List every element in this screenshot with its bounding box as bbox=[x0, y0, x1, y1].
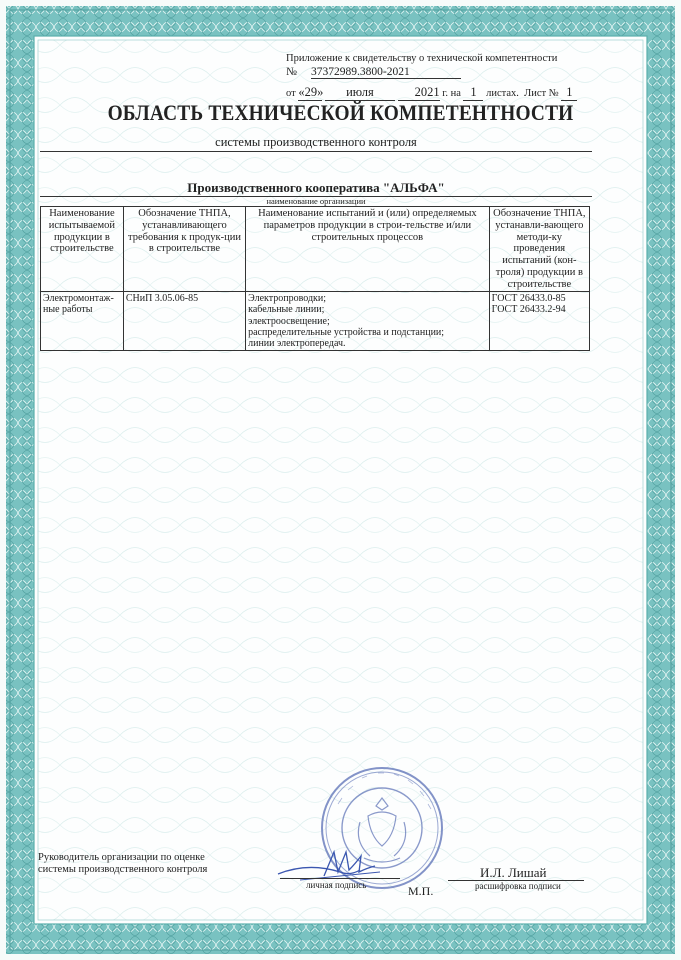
column-header: Наименование испытываемой продукции в строительстве bbox=[41, 207, 124, 292]
sheet-number: 1 bbox=[561, 85, 577, 101]
column-header: Наименование испытаний и (или) определяемых параметров продукции в строи-тельстве и/или строительных процессов bbox=[246, 207, 490, 292]
cell-tnpa-methods bbox=[489, 292, 589, 351]
test-item: Электропроводки; bbox=[248, 293, 327, 305]
organization-caption: наименование организации bbox=[266, 196, 366, 206]
signatory-name: И.Л. Лишай bbox=[480, 865, 547, 880]
date-line bbox=[286, 85, 577, 101]
test-item: распределительные устройства и подстанции; bbox=[248, 326, 445, 338]
organization-name: Производственного кооператива "АЛЬФА" bbox=[40, 180, 592, 197]
page-subtitle: системы производственного контроля bbox=[40, 135, 592, 152]
role-line: системы производственного контроля bbox=[38, 864, 208, 876]
cell-tnpa-requirements: СНиП 3.05.06-85 bbox=[123, 292, 245, 351]
test-item: кабельные линии; bbox=[248, 304, 325, 316]
stamp-mark: М.П. bbox=[408, 884, 434, 898]
cell-product: Электромонтаж-ные работы bbox=[41, 292, 124, 351]
signature-line bbox=[280, 878, 400, 879]
year-suffix: г. на bbox=[442, 88, 461, 99]
certificate-number-line bbox=[286, 66, 461, 79]
sheet-label: Лист № bbox=[524, 88, 559, 99]
date-month: июля bbox=[325, 85, 395, 101]
sheets-label: листах. bbox=[486, 88, 519, 99]
cell-tests bbox=[246, 292, 490, 351]
name-caption: расшифровка подписи bbox=[475, 881, 561, 891]
signature-caption: личная подпись bbox=[306, 880, 367, 890]
method-item: ГОСТ 26433.0-85 bbox=[491, 293, 566, 305]
competence-table bbox=[40, 206, 590, 351]
test-item: электроосвещение; bbox=[248, 315, 330, 327]
date-from-label: от bbox=[286, 88, 296, 99]
date-year: 2021 bbox=[398, 85, 440, 101]
table-row bbox=[41, 292, 590, 351]
column-header: Обозначение ТНПА, устанавли-вающего методи-ку проведения испытаний (кон-троля) продукции в строительстве bbox=[489, 207, 589, 292]
appendix-line: Приложение к свидетельству о технической компетентности bbox=[286, 53, 558, 64]
date-day: «29» bbox=[298, 85, 324, 99]
role-line: Руководитель организации по оценке bbox=[38, 852, 205, 863]
signatory-role bbox=[38, 852, 207, 876]
test-item: линии электропередач. bbox=[248, 338, 346, 349]
column-header: Обозначение ТНПА, устанавливающего требования к продук-ции в строительстве bbox=[123, 207, 245, 292]
page-title: ОБЛАСТЬ ТЕХНИЧЕСКОЙ КОМПЕТЕНТНОСТИ bbox=[107, 100, 574, 125]
table-header-row bbox=[41, 207, 590, 292]
sheets-count: 1 bbox=[463, 85, 483, 101]
number-prefix: № bbox=[286, 66, 297, 78]
certificate-number: 37372989.3800-2021 bbox=[311, 66, 461, 79]
method-item: ГОСТ 26433.2-94 bbox=[491, 304, 566, 316]
